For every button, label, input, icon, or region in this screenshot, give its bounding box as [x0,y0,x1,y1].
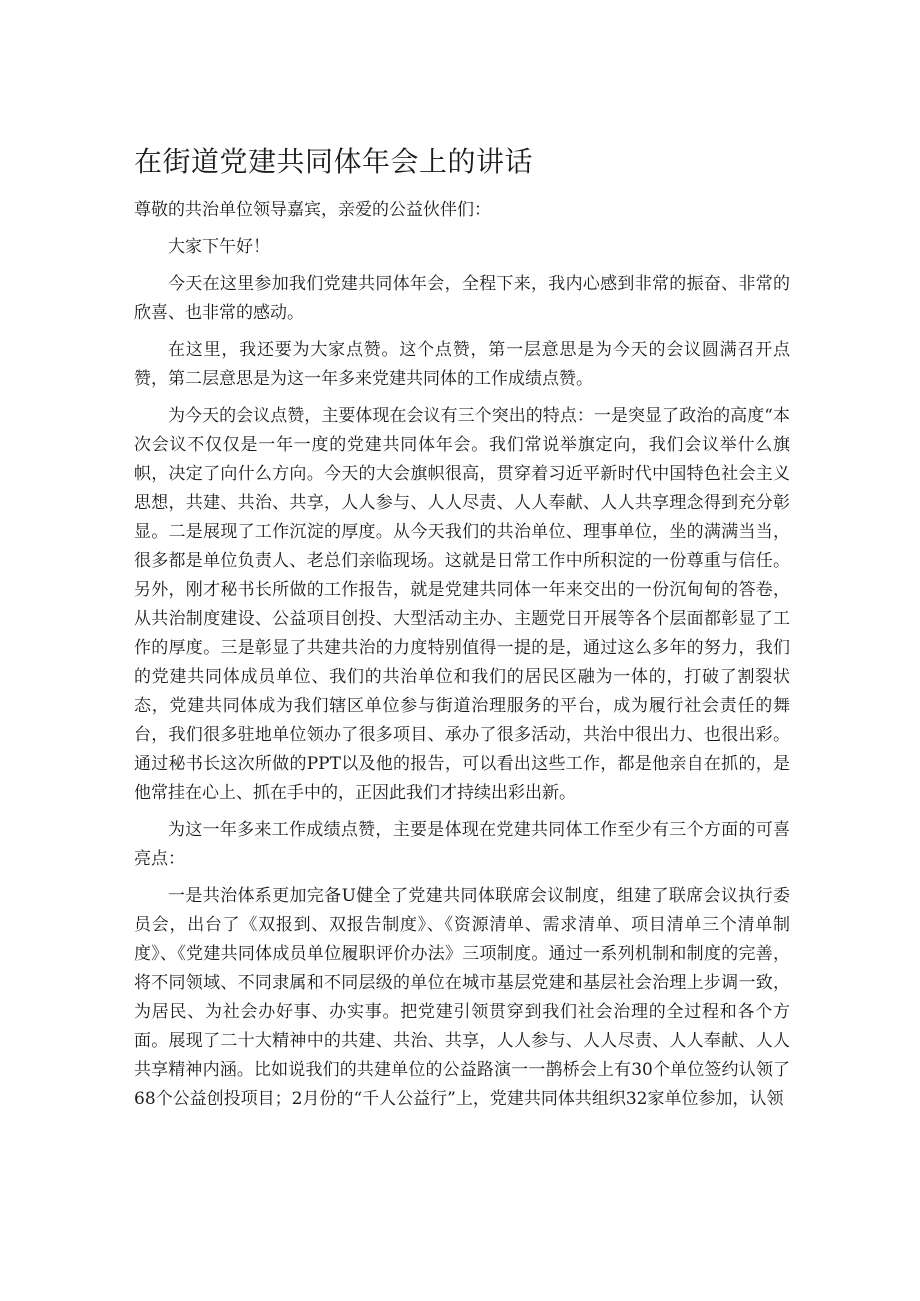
greeting-paragraph: 大家下午好！ [168,237,270,257]
body-paragraph: 今天在这里参加我们党建共同体年会，全程下来，我内心感到非常的振奋、非常的欣喜、也非常的感动。 [134,274,790,323]
body-paragraph: 为这一年多来工作成绩点赞，主要是体现在党建共同体工作至少有三个方面的可喜亮点： [134,820,790,869]
body-paragraph: 一是共治体系更加完备U健全了党建共同体联席会议制度，组建了联席会议执行委员会，出台了《双报到、双报告制度》、《资源清单、需求清单、项目清单三个清单制度》、《党建共同体成员单位履职评价办法》三项制度。通过一系列机制和制度的完善，将不同领域、不同隶属和不同层级的单位在城市基层党建和基层社会治理上步调一致，为居民、为社会办好事、办实事。把党建引领贯穿到我们社会治理的全过程和各个方面。展现了二十大精神中的共建、共治、共享，人人参与、人人尽责、人人奉献、人人共享精神内涵。比如说我们的共建单位的公益路演一一鹊桥会上有30个单位签约认领了68个公益创投项目；2月份的“千人公益行”上，党建共同体共组织32家单位参加，认领 [134,886,790,1109]
salutation-paragraph: 尊敬的共治单位领导嘉宾，亲爱的公益伙伴们： [134,200,491,220]
body-paragraph: 在这里，我还要为大家点赞。这个点赞，第一层意思是为今天的会议圆满召开点赞，第二层意思是为这一年多来党建共同体的工作成绩点赞。 [134,340,790,389]
document-title: 在街道党建共同体年会上的讲话 [134,145,534,178]
body-paragraph: 为今天的会议点赞，主要体现在会议有三个突出的特点：一是突显了政治的高度“本次会议不仅仅是一年一度的党建共同体年会。我们常说举旗定向，我们会议举什么旗帜，决定了向什么方向。今天的大会旗帜很高，贯穿着习近平新时代中国特色社会主义思想，共建、共治、共享，人人参与、人人尽责、人人奉献、人人共享理念得到充分彰显。二是展现了工作沉淀的厚度。从今天我们的共治单位、理事单位，坐的满满当当，很多都是单位负责人、老总们亲临现场。这就是日常工作中所积淀的一份尊重与信任。另外，刚才秘书长所做的工作报告，就是党建共同体一年来交出的一份沉甸甸的答卷，从共治制度建设、公益项目创投、大型活动主办、主题党日开展等各个层面都彰显了工作的厚度。三是彰显了共建共治的力度特别值得一提的是，通过这么多年的努力，我们的党建共同体成员单位、我们的共治单位和我们的居民区融为一体的，打破了割裂状态，党建共同体成为我们辖区单位参与街道治理服务的平台，成为履行社会责任的舞台，我们很多驻地单位领办了很多项目、承办了很多活动，共治中很出力、也很出彩。通过秘书长这次所做的PPT以及他的报告，可以看出这些工作，都是他亲自在抓的，是他常挂在心上、抓在手中的，正因此我们才持续出彩出新。 [134,406,790,803]
document-body [134,196,790,1122]
